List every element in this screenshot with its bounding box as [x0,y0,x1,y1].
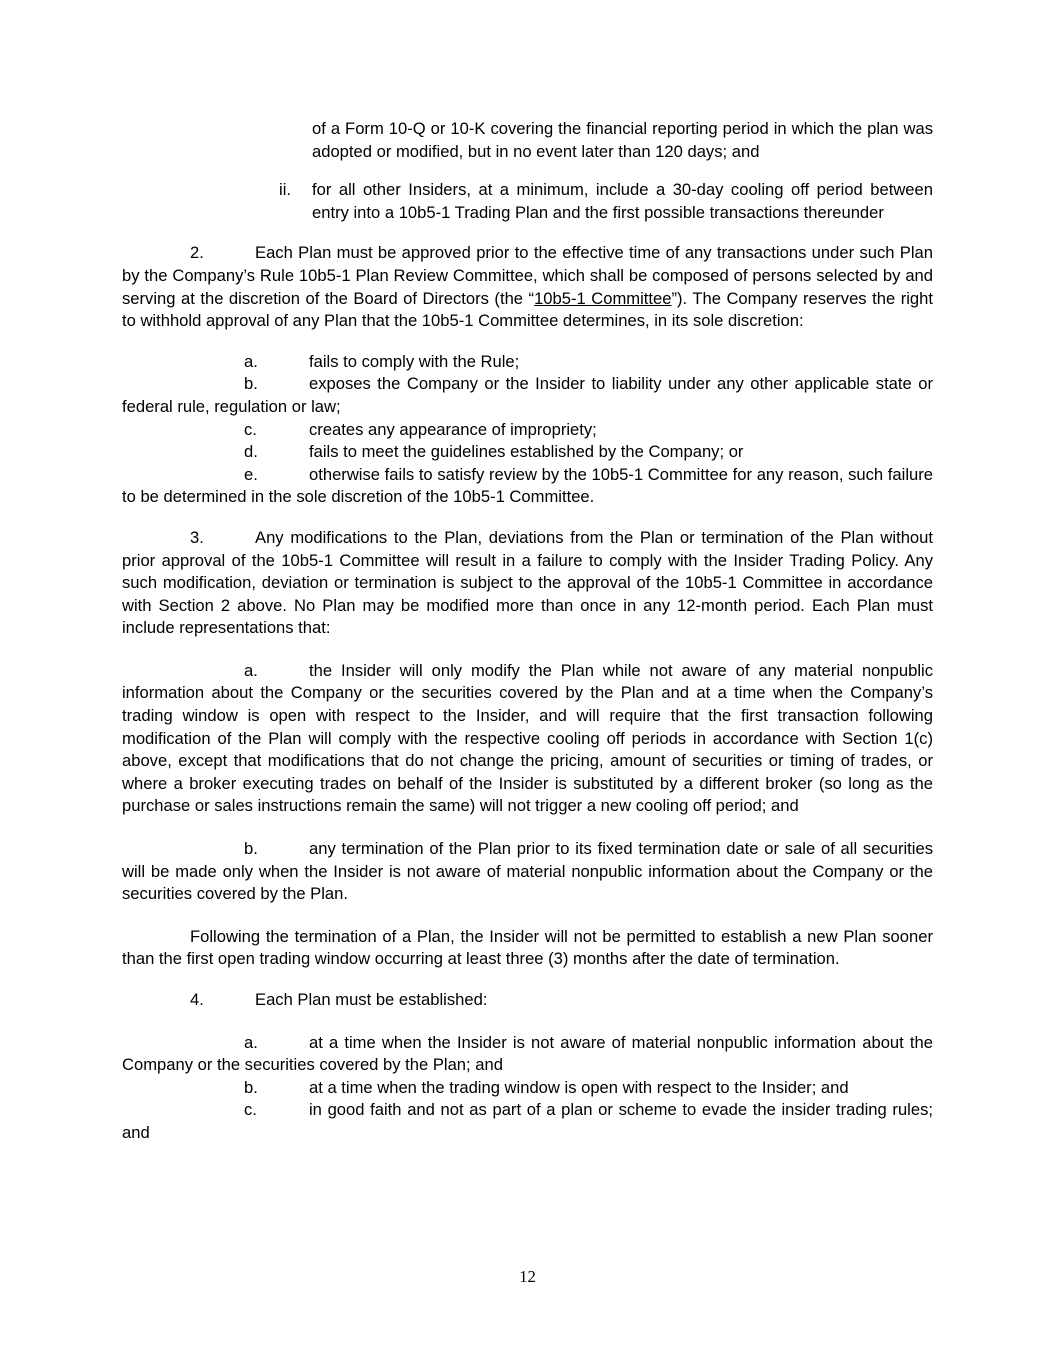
section-3-item-b [122,838,933,906]
section-3-text: Any modifications to the Plan, deviations from the Plan or termination of the Plan without prior approval of the 10b5-1 Committee will result in a failure to comply with the Insider Trading Policy. Any such modification, deviation or termination is subject to the approval of the 10b5-1 Committee in accordance with Section 2 above. No Plan may be modified more than once in any 12-month period. Each Plan must include representations that: [122,527,933,638]
section-2-paragraph [122,242,933,332]
list-item-text: any termination of the Plan prior to its fixed termination date or sale of all securities will be made only when the Insider is not aware of material nonpublic information about the Company or the securities covered by the Plan. [122,839,933,904]
list-item-text: exposes the Company or the Insider to liability under any other applicable state or federal rule, regulation or law; [122,374,933,416]
section-2-list [122,351,933,509]
section-4-text: Each Plan must be established: [255,990,488,1009]
list-item-text: fails to meet the guidelines established by the Company; or [309,442,744,462]
section-2-number: 2. [190,243,204,263]
list-item-label: b. [244,374,258,394]
following-termination-paragraph: Following the termination of a Plan, the Insider will not be permitted to establish a new Plan sooner than the first open trading window occurring at least three (3) months after the date of termination. [122,926,933,969]
section-4-paragraph [122,989,933,1012]
section-4-item-c [122,1099,933,1144]
list-item [122,441,933,464]
list-item [122,373,933,418]
defined-term-10b5-1-committee: 10b5-1 Committee [534,288,672,308]
list-item-text: at a time when the trading window is open with respect to the Insider; and [309,1077,849,1097]
section-3-paragraph [122,527,933,640]
roman-list-item-ii [279,179,933,224]
section-3-item-a [122,660,933,818]
list-item-label: a. [244,1032,258,1052]
section-4-number: 4. [190,990,204,1009]
section-2-text-part-1: Each Plan must be approved prior to the effective time of any transactions under such Plan by the Company’s Rule 10b5-1 Plan Review Committee, which shall be composed of persons selected by and serving at the discretion of the Board of Directors (the “ [122,243,933,308]
list-item [122,419,933,442]
list-item-text: the Insider will only modify the Plan while not aware of any material nonpublic information about the Company or the securities covered by the Plan and at a time when the Company’s trading window is open with respect to the Insider, and will require that the first transaction following modification of the Plan will comply with the respective cooling off periods in accordance with Section 1(c) above, except that modifications that do not change the pricing, amount of securities or timing of trades, or where a broker executing trades on behalf of the Insider is substituted by a different broker (so long as the purchase or sales instructions remain the same) will not trigger a new cooling off period; and [122,660,933,816]
section-4-item-b [122,1077,933,1100]
list-item-text: at a time when the Insider is not aware of material nonpublic information about the Company or the securities covered by the Plan; and [122,1032,933,1075]
list-item-label: a. [244,660,258,680]
list-item-text: otherwise fails to satisfy review by the 10b5-1 Committee for any reason, such failure to be determined in the sole discretion of the 10b5-1 Committee. [122,464,933,507]
list-item-label: c. [244,1100,257,1120]
page-number: 12 [519,1267,536,1286]
list-item [122,464,933,509]
list-item [122,351,933,374]
section-2-text-part-2: ”). The Company reserves the right to withhold approval of any Plan that the 10b5-1 Committee determines, in its sole discretion: [122,288,933,331]
roman-list-marker: ii. [279,180,291,200]
list-item-label: b. [244,1077,258,1097]
roman-list-text: for all other Insiders, at a minimum, include a 30-day cooling off period between entry into a 10b5-1 Trading Plan and the first possible transactions thereunder [312,180,933,222]
section-3-number: 3. [190,527,204,547]
top-continuation-paragraph: of a Form 10-Q or 10-K covering the financial reporting period in which the plan was adopted or modified, but in no event later than 120 days; and [312,119,933,161]
list-item-text: creates any appearance of impropriety; [309,419,597,439]
list-item-label: e. [244,464,258,484]
list-item-text: in good faith and not as part of a plan or scheme to evade the insider trading rules; and [122,1100,933,1142]
list-item-text: fails to comply with the Rule; [309,351,520,371]
list-item-label: d. [244,442,258,462]
list-item-label: a. [244,351,258,371]
list-item-label: c. [244,419,257,439]
list-item-label: b. [244,839,258,859]
section-4-item-a [122,1032,933,1077]
